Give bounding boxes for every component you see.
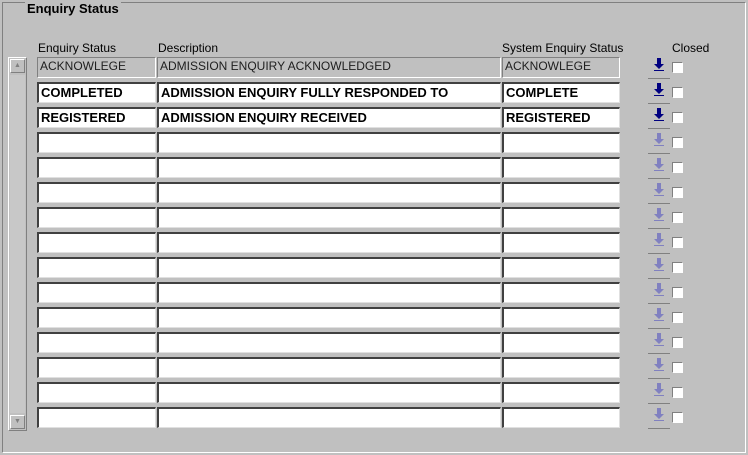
- system-enquiry-status-field[interactable]: [502, 382, 620, 403]
- enquiry-status-field[interactable]: [37, 332, 156, 353]
- description-field[interactable]: ADMISSION ENQUIRY ACKNOWLEDGED: [157, 57, 501, 78]
- enquiry-status-field[interactable]: [37, 257, 156, 278]
- download-arrow-icon[interactable]: [648, 208, 670, 229]
- system-enquiry-status-field[interactable]: [502, 407, 620, 428]
- description-field[interactable]: [157, 232, 501, 253]
- closed-checkbox[interactable]: [672, 62, 683, 73]
- description-field[interactable]: ADMISSION ENQUIRY FULLY RESPONDED TO: [157, 82, 501, 103]
- closed-checkbox[interactable]: [672, 237, 683, 248]
- system-enquiry-status-field[interactable]: [502, 307, 620, 328]
- arrow-down-icon[interactable]: ▼: [10, 415, 25, 429]
- closed-checkbox[interactable]: [672, 312, 683, 323]
- download-arrow-icon[interactable]: [648, 258, 670, 279]
- download-arrow-icon[interactable]: [648, 233, 670, 254]
- download-arrow-icon[interactable]: [648, 308, 670, 329]
- header-system-enquiry-status: System Enquiry Status: [502, 41, 624, 55]
- system-enquiry-status-field[interactable]: ACKNOWLEGE: [502, 57, 620, 78]
- download-arrow-icon[interactable]: [648, 383, 670, 404]
- description-field[interactable]: [157, 257, 501, 278]
- download-arrow-icon[interactable]: [648, 408, 670, 429]
- system-enquiry-status-field[interactable]: [502, 257, 620, 278]
- enquiry-status-field[interactable]: [37, 382, 156, 403]
- download-arrow-icon[interactable]: [648, 283, 670, 304]
- download-arrow-icon[interactable]: [648, 83, 670, 104]
- download-arrow-icon[interactable]: [648, 108, 670, 129]
- closed-checkbox[interactable]: [672, 162, 683, 173]
- download-arrow-icon[interactable]: [648, 58, 670, 79]
- enquiry-status-field[interactable]: [37, 207, 156, 228]
- download-arrow-icon[interactable]: [648, 358, 670, 379]
- system-enquiry-status-field[interactable]: [502, 157, 620, 178]
- enquiry-status-field[interactable]: [37, 232, 156, 253]
- enquiry-status-field[interactable]: ACKNOWLEGE: [37, 57, 156, 78]
- system-enquiry-status-field[interactable]: [502, 332, 620, 353]
- system-enquiry-status-field[interactable]: [502, 357, 620, 378]
- header-description: Description: [158, 41, 219, 55]
- description-field[interactable]: [157, 207, 501, 228]
- arrow-up-icon[interactable]: ▲: [10, 59, 25, 73]
- download-arrow-icon[interactable]: [648, 333, 670, 354]
- download-arrow-icon[interactable]: [648, 158, 670, 179]
- closed-checkbox[interactable]: [672, 287, 683, 298]
- enquiry-status-field[interactable]: [37, 157, 156, 178]
- header-enquiry-status: Enquiry Status: [38, 41, 117, 55]
- description-field[interactable]: [157, 282, 501, 303]
- form-title: Enquiry Status: [27, 1, 119, 16]
- closed-checkbox[interactable]: [672, 112, 683, 123]
- closed-checkbox[interactable]: [672, 87, 683, 98]
- closed-checkbox[interactable]: [672, 137, 683, 148]
- enquiry-status-field[interactable]: [37, 407, 156, 428]
- closed-checkbox[interactable]: [672, 187, 683, 198]
- description-field[interactable]: [157, 407, 501, 428]
- description-field[interactable]: [157, 357, 501, 378]
- enquiry-status-field[interactable]: REGISTERED: [37, 107, 156, 128]
- enquiry-status-field[interactable]: [37, 307, 156, 328]
- header-closed: Closed: [672, 41, 710, 55]
- closed-checkbox[interactable]: [672, 212, 683, 223]
- closed-checkbox[interactable]: [672, 337, 683, 348]
- system-enquiry-status-field[interactable]: COMPLETE: [502, 82, 620, 103]
- system-enquiry-status-field[interactable]: [502, 207, 620, 228]
- closed-checkbox[interactable]: [672, 262, 683, 273]
- description-field[interactable]: [157, 307, 501, 328]
- closed-checkbox[interactable]: [672, 362, 683, 373]
- enquiry-status-field[interactable]: [37, 357, 156, 378]
- enquiry-status-field[interactable]: [37, 132, 156, 153]
- system-enquiry-status-field[interactable]: [502, 132, 620, 153]
- system-enquiry-status-field[interactable]: [502, 232, 620, 253]
- closed-checkbox[interactable]: [672, 412, 683, 423]
- enquiry-status-field[interactable]: COMPLETED: [37, 82, 156, 103]
- description-field[interactable]: [157, 182, 501, 203]
- enquiry-status-field[interactable]: [37, 182, 156, 203]
- system-enquiry-status-field[interactable]: [502, 182, 620, 203]
- description-field[interactable]: [157, 382, 501, 403]
- enquiry-status-field[interactable]: [37, 282, 156, 303]
- system-enquiry-status-field[interactable]: REGISTERED: [502, 107, 620, 128]
- description-field[interactable]: [157, 132, 501, 153]
- description-field[interactable]: [157, 157, 501, 178]
- system-enquiry-status-field[interactable]: [502, 282, 620, 303]
- description-field[interactable]: [157, 332, 501, 353]
- download-arrow-icon[interactable]: [648, 183, 670, 204]
- vertical-scrollbar[interactable]: [8, 57, 27, 431]
- description-field[interactable]: ADMISSION ENQUIRY RECEIVED: [157, 107, 501, 128]
- download-arrow-icon[interactable]: [648, 133, 670, 154]
- scrollbar-track[interactable]: [10, 75, 25, 413]
- closed-checkbox[interactable]: [672, 387, 683, 398]
